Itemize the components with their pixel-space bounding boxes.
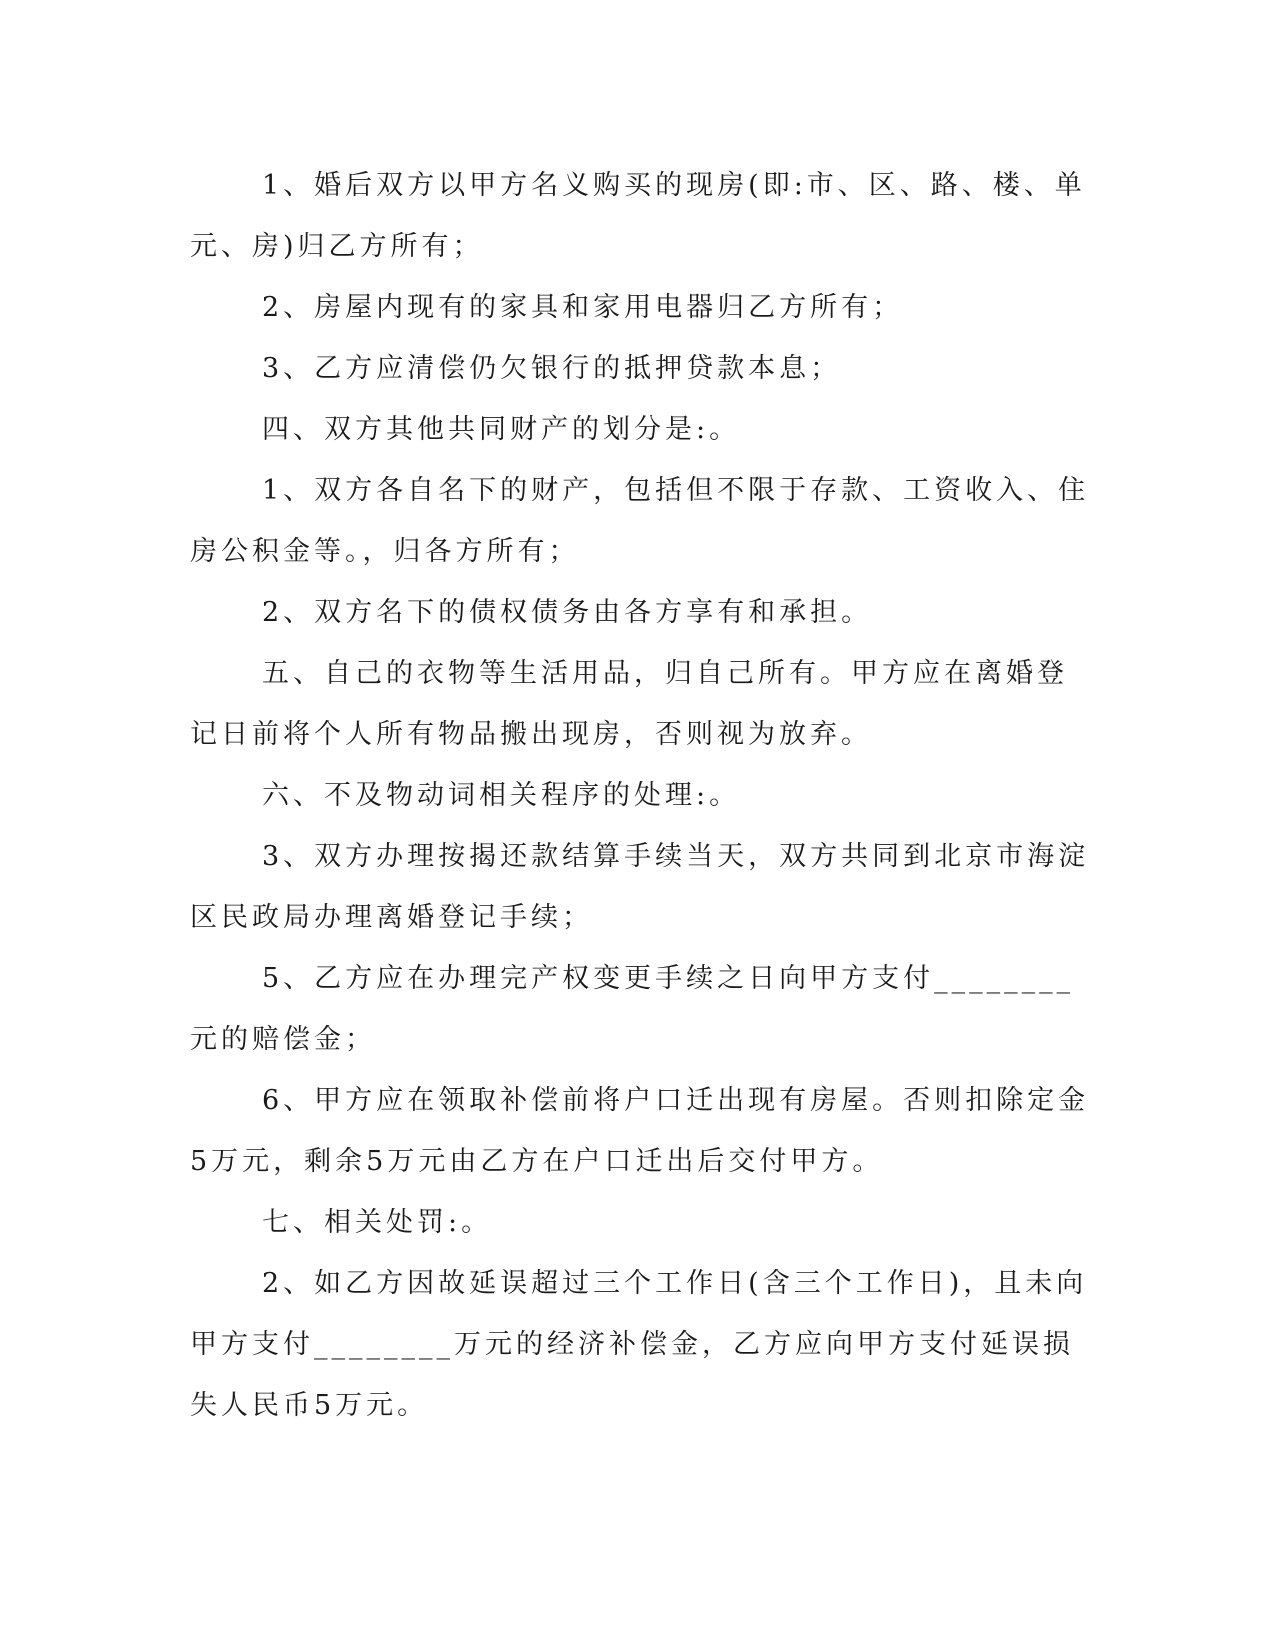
paragraph-divorce-registration: 3、双方办理按揭还款结算手续当天，双方共同到北京市海淀区民政局办理离婚登记手续； — [190, 841, 1090, 933]
paragraph-debts: 2、双方名下的债权债务由各方享有和承担。 — [262, 597, 873, 628]
section-personal-belongings: 五、自己的衣物等生活用品，归自己所有。甲方应在离婚登记日前将个人所有物品搬出现房，否则视为放弃。 — [190, 658, 1068, 750]
paragraph-compensation-payment: 5、乙方应在办理完产权变更手续之日向甲方支付________元的赔偿金； — [190, 963, 1075, 1055]
section-heading-penalties: 七、相关处罚:。 — [262, 1207, 493, 1238]
paragraph-mortgage-repayment: 3、乙方应清偿仍欠银行的抵押贷款本息； — [262, 353, 842, 384]
paragraph-furniture-appliances: 2、房屋内现有的家具和家用电器归乙方所有； — [262, 292, 904, 323]
section-heading-other-property: 四、双方其他共同财产的划分是:。 — [262, 414, 741, 445]
document-body — [190, 155, 1090, 1436]
paragraph-individual-property: 1、双方各自名下的财产，包括但不限于存款、工资收入、住房公积金等。，归各方所有； — [190, 475, 1090, 567]
paragraph-house-ownership: 1、婚后双方以甲方名义购买的现房(即:市、区、路、楼、单元、房)归乙方所有； — [190, 170, 1086, 262]
paragraph-delay-penalty: 2、如乙方因故延误超过三个工作日(含三个工作日)，且未向甲方支付________万元的经济补偿金，乙方应向甲方支付延误损失人民币5万元。 — [190, 1268, 1088, 1421]
paragraph-household-registration: 6、甲方应在领取补偿前将户口迁出现有房屋。否则扣除定金5万元，剩余5万元由乙方在户口迁出后交付甲方。 — [190, 1085, 1090, 1177]
section-heading-procedures: 六、不及物动词相关程序的处理:。 — [262, 780, 741, 811]
